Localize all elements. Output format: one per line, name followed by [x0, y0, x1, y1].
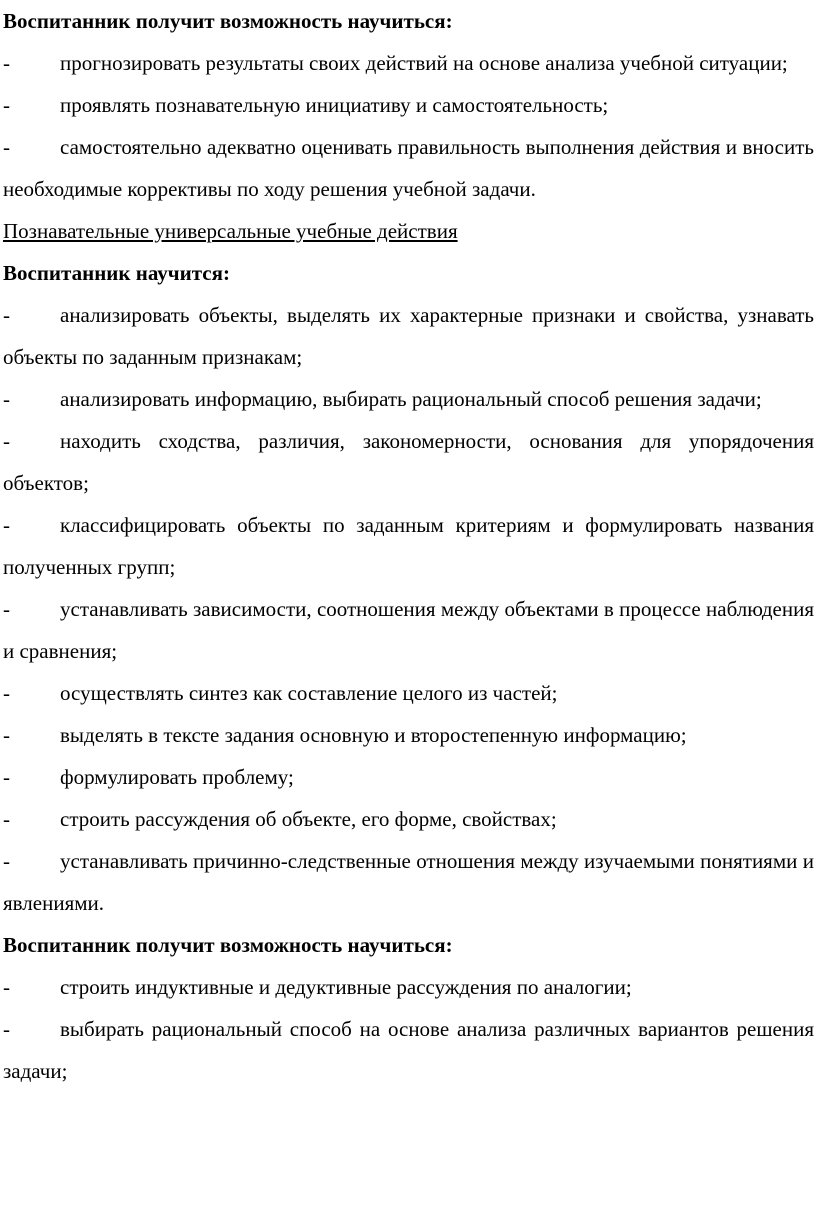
- heading-student-can-learn-2: Воспитанник получит возможность научиться:: [3, 933, 453, 957]
- list-item: [3, 504, 814, 588]
- list-item: [3, 294, 814, 378]
- list-item-text: анализировать объекты, выделять их характерные признаки и свойства, узнавать объекты по заданным признакам;: [3, 303, 814, 369]
- list-item-text: выбирать рациональный способ на основе анализа различных вариантов решения задачи;: [3, 1017, 814, 1083]
- list-item: [3, 840, 814, 924]
- list-item: [3, 672, 814, 714]
- dash-bullet: -: [3, 1017, 10, 1041]
- list-item: [3, 588, 814, 672]
- heading-student-can-learn: Воспитанник получит возможность научиться:: [3, 9, 453, 33]
- list-item-text: устанавливать зависимости, соотношения между объектами в процессе наблюдения и сравнения;: [3, 597, 814, 663]
- list-item-text: классифицировать объекты по заданным критериям и формулировать названия полученных групп;: [3, 513, 814, 579]
- list-item: [3, 84, 814, 126]
- list-item-text: формулировать проблему;: [60, 765, 294, 789]
- list-item: [3, 420, 814, 504]
- dash-bullet: -: [3, 975, 10, 999]
- dash-bullet: -: [3, 51, 10, 75]
- list-item-text: строить рассуждения об объекте, его форме, свойствах;: [60, 807, 557, 831]
- list-item-text: анализировать информацию, выбирать рациональный способ решения задачи;: [60, 387, 762, 411]
- dash-bullet: -: [3, 513, 10, 537]
- dash-bullet: -: [3, 93, 10, 117]
- list-item-text: проявлять познавательную инициативу и самостоятельность;: [60, 93, 609, 117]
- list-item-text: строить индуктивные и дедуктивные рассуждения по аналогии;: [60, 975, 632, 999]
- list-item-text: выделять в тексте задания основную и второстепенную информацию;: [60, 723, 687, 747]
- list-item-text: устанавливать причинно-следственные отношения между изучаемыми понятиями и явлениями.: [3, 849, 814, 915]
- list-item: [3, 798, 814, 840]
- dash-bullet: -: [3, 807, 10, 831]
- list-item: [3, 42, 814, 84]
- list-item-text: прогнозировать результаты своих действий на основе анализа учебной ситуации;: [60, 51, 788, 75]
- document-page: [3, 0, 814, 1092]
- list-item-text: находить сходства, различия, закономерности, основания для упорядочения объектов;: [3, 429, 814, 495]
- dash-bullet: -: [3, 849, 10, 873]
- dash-bullet: -: [3, 723, 10, 747]
- dash-bullet: -: [3, 135, 10, 159]
- dash-bullet: -: [3, 303, 10, 327]
- list-item: [3, 714, 814, 756]
- list-item: [3, 126, 814, 210]
- section-title-cognitive: Познавательные универсальные учебные действия: [3, 219, 458, 243]
- dash-bullet: -: [3, 681, 10, 705]
- list-item: [3, 756, 814, 798]
- list-item-text: самостоятельно адекватно оценивать правильность выполнения действия и вносить необходимые коррективы по ходу решения учебной задачи.: [3, 135, 814, 201]
- list-item: [3, 378, 814, 420]
- list-item-text: осуществлять синтез как составление целого из частей;: [60, 681, 558, 705]
- dash-bullet: -: [3, 597, 10, 621]
- dash-bullet: -: [3, 765, 10, 789]
- list-item: [3, 1008, 814, 1092]
- list-item: [3, 966, 814, 1008]
- dash-bullet: -: [3, 429, 10, 453]
- dash-bullet: -: [3, 387, 10, 411]
- heading-student-will-learn: Воспитанник научится:: [3, 261, 230, 285]
